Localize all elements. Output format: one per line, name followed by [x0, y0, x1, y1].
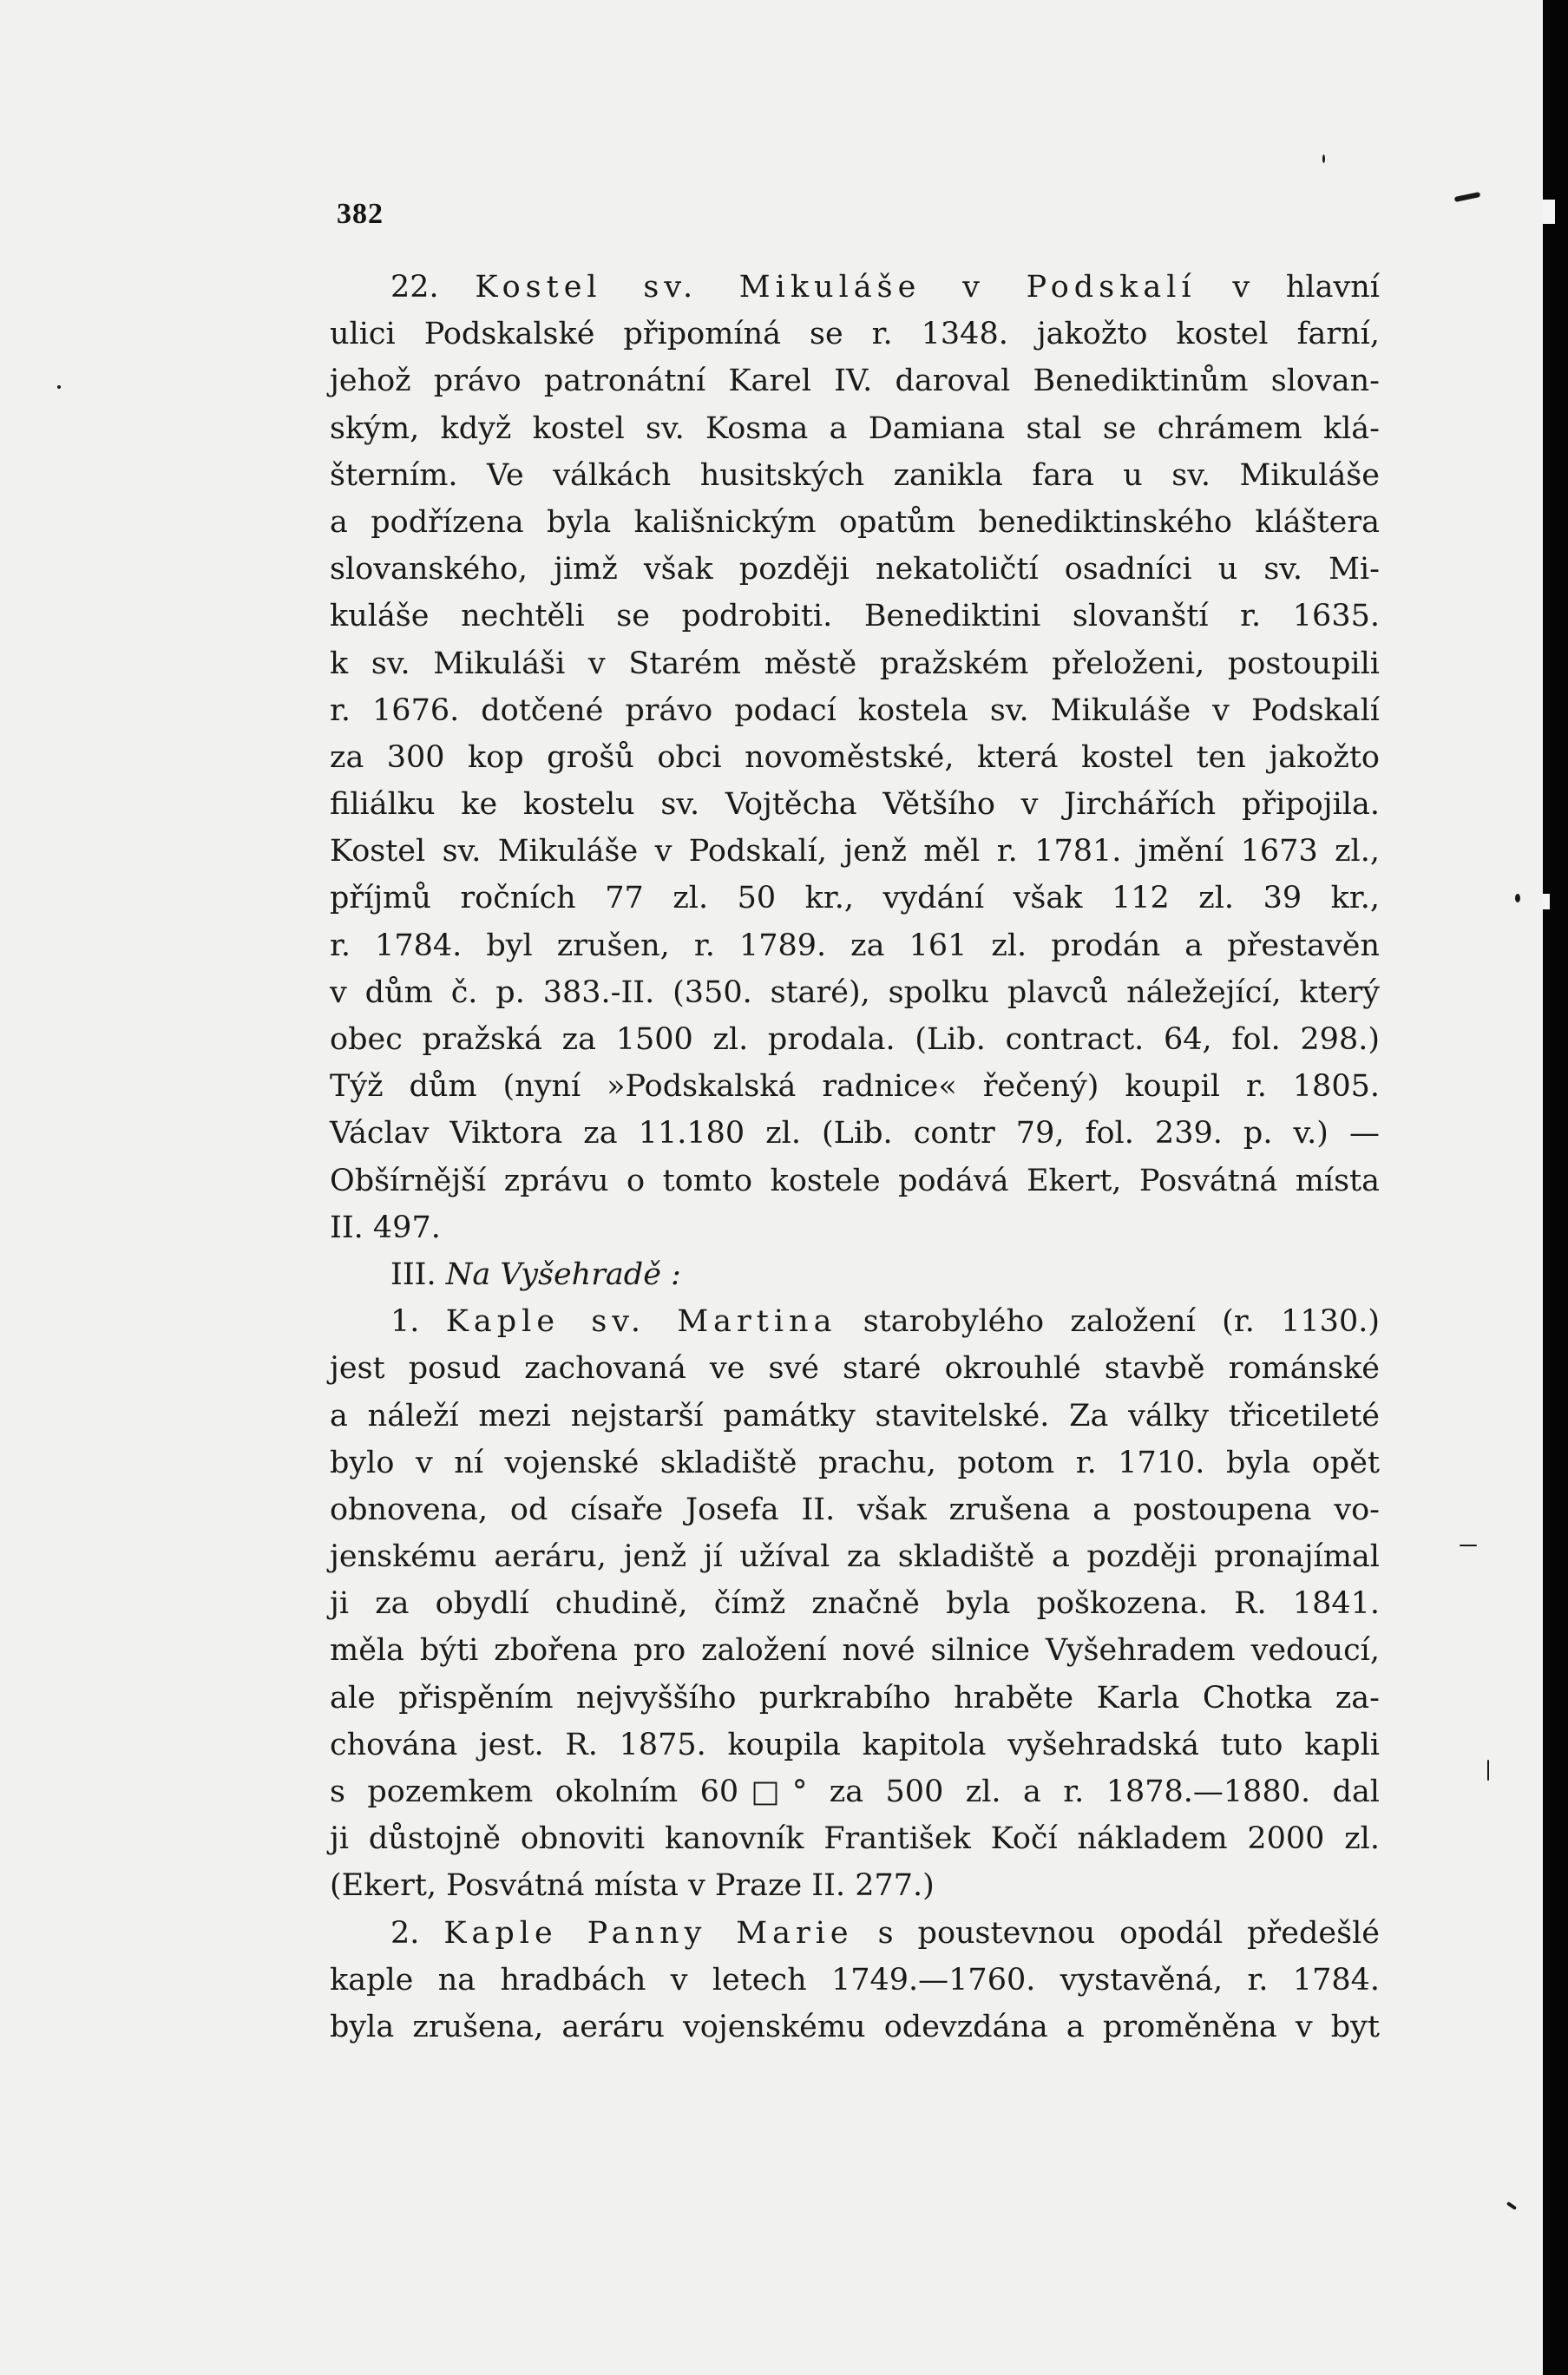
text-line: kuláše nechtěli se podrobiti. Benediktini slovanští r. 1635. [330, 599, 1380, 634]
text-line: k sv. Mikuláši v Starém městě pražském přeloženi, postoupili [330, 646, 1380, 681]
text-line: (Ekert, Posvátná místa v Praze II. 277.) [330, 1868, 935, 1904]
spaced-heading: Kaple sv. Martina [445, 1304, 837, 1340]
text-line: a podřízena byla kališnickým opatům benediktinského kláštera [330, 504, 1380, 540]
scan-speck [57, 385, 61, 389]
text-line: ským, když kostel sv. Kosma a Damiana stal se chrámem klá- [330, 410, 1380, 446]
section-title: Na Vyšehradě : [445, 1256, 681, 1292]
text-line: s pozemkem okolním 60□° za 500 zl. a r. 1878.—1880. dal [330, 1775, 1380, 1809]
text-line: r. 1784. byl zrušen, r. 1789. za 161 zl. prodán a přestavěn [330, 928, 1380, 963]
text-line: za 300 kop grošů obci novoměstské, která kostel ten jakožto [330, 739, 1380, 775]
scan-speck [1515, 894, 1520, 902]
paragraph-kostel-sv-mikulase [330, 264, 1380, 1251]
text-line: ji za obydlí chudině, čímž značně byla poškozena. R. 1841. [330, 1586, 1380, 1622]
text-line: měla býti zbořena pro založení nové silnice Vyšehradem vedoucí, [330, 1633, 1380, 1669]
section-numeral: III. [390, 1256, 446, 1292]
text-line: obnovena, od císaře Josefa II. však zrušena a postoupena vo- [330, 1492, 1380, 1527]
text-line [330, 1910, 1380, 1957]
text-line: jest posud zachovaná ve své staré okrouhlé stavbě románské [330, 1351, 1380, 1387]
paragraph-kaple-sv-martina [330, 1298, 1380, 1909]
text-line: r. 1676. dotčené právo podací kostela sv. Mikuláše v Podskalí [330, 692, 1380, 728]
text-line: chována jest. R. 1875. koupila kapitola vyšehradská tuto kapli [330, 1727, 1380, 1762]
text-line [330, 1298, 1380, 1345]
paragraph-kaple-panny-marie [330, 1910, 1380, 2051]
line-text: starobylého založení (r. 1130.) [836, 1304, 1380, 1340]
text-line: Obšírnější zprávu o tomto kostele podává Ekert, Posvátná místa [330, 1163, 1380, 1198]
scan-speck [1454, 192, 1481, 202]
text-line: ji důstojně obnoviti kanovník František Kočí nákladem 2000 zl. [330, 1821, 1380, 1857]
item-number: 22. [390, 270, 476, 305]
line-text: s poustevnou opodál předešlé [853, 1915, 1380, 1951]
text-line: Týž dům (nyní »Podskalská radnice« řečený) koupil r. 1805. [330, 1069, 1380, 1105]
text-line: a náleží mezi nejstarší památky stavitelské. Za války třicetileté [330, 1398, 1380, 1434]
text-line: byla zrušena, aeráru vojenskému odevzdána a proměněna v byt [330, 2009, 1380, 2044]
line-text: v hlavní [1196, 270, 1380, 305]
text-line: jehož právo patronátní Karel IV. daroval Benediktinům slovan- [330, 364, 1380, 399]
text-line: II. 497. [330, 1210, 441, 1245]
item-number: 2. [390, 1915, 444, 1951]
text-line: šterním. Ve válkách husitských zanikla fara u sv. Mikuláše [330, 457, 1380, 493]
scan-speck [1487, 1760, 1489, 1781]
item-number: 1. [390, 1304, 446, 1340]
text-line: kaple na hradbách v letech 1749.—1760. vystavěná, r. 1784. [330, 1962, 1380, 1998]
text-line: Kostel sv. Mikuláše v Podskalí, jenž měl r. 1781. jmění 1673 zl., [330, 834, 1380, 869]
text-line: ulici Podskalské připomíná se r. 1348. jakožto kostel farní, [330, 317, 1380, 352]
scan-speck [1322, 154, 1325, 163]
text-line: bylo v ní vojenské skladiště prachu, potom r. 1710. byla opět [330, 1445, 1380, 1480]
scan-speck [1460, 1545, 1477, 1546]
scan-border [1543, 0, 1568, 2375]
scan-edge-mark [1543, 200, 1555, 224]
scan-edge-mark [1543, 894, 1550, 909]
text-line: ale přispěním nejvyššího purkrabího hraběte Karla Chotka za- [330, 1680, 1380, 1716]
text-line: obec pražská za 1500 zl. prodala. (Lib. contract. 64, fol. 298.) [330, 1022, 1380, 1057]
spaced-heading: Kaple Panny Marie [443, 1915, 854, 1951]
scan-speck [1506, 2201, 1517, 2210]
text-line [330, 264, 1380, 311]
text-line: slovanského, jimž však později nekatoličtí osadníci u sv. Mi- [330, 552, 1380, 587]
text-line: příjmů ročních 77 zl. 50 kr., vydání však 112 zl. 39 kr., [330, 881, 1380, 916]
text-line: v dům č. p. 383.-II. (350. staré), spolku plavců náležející, který [330, 974, 1380, 1010]
text-line: Václav Viktora za 11.180 zl. (Lib. contr 79, fol. 239. p. v.) — [330, 1116, 1380, 1151]
text-line: jenskému aeráru, jenž jí užíval za skladiště a později pronajímal [330, 1539, 1380, 1575]
page-number: 382 [337, 198, 384, 230]
section-heading [330, 1251, 1380, 1298]
body-text [330, 264, 1380, 2050]
spaced-heading: Kostel sv. Mikuláše v Podskalí [475, 270, 1197, 305]
text-line: filiálku ke kostelu sv. Vojtěcha Většího v Jirchářích připojila. [330, 787, 1380, 823]
